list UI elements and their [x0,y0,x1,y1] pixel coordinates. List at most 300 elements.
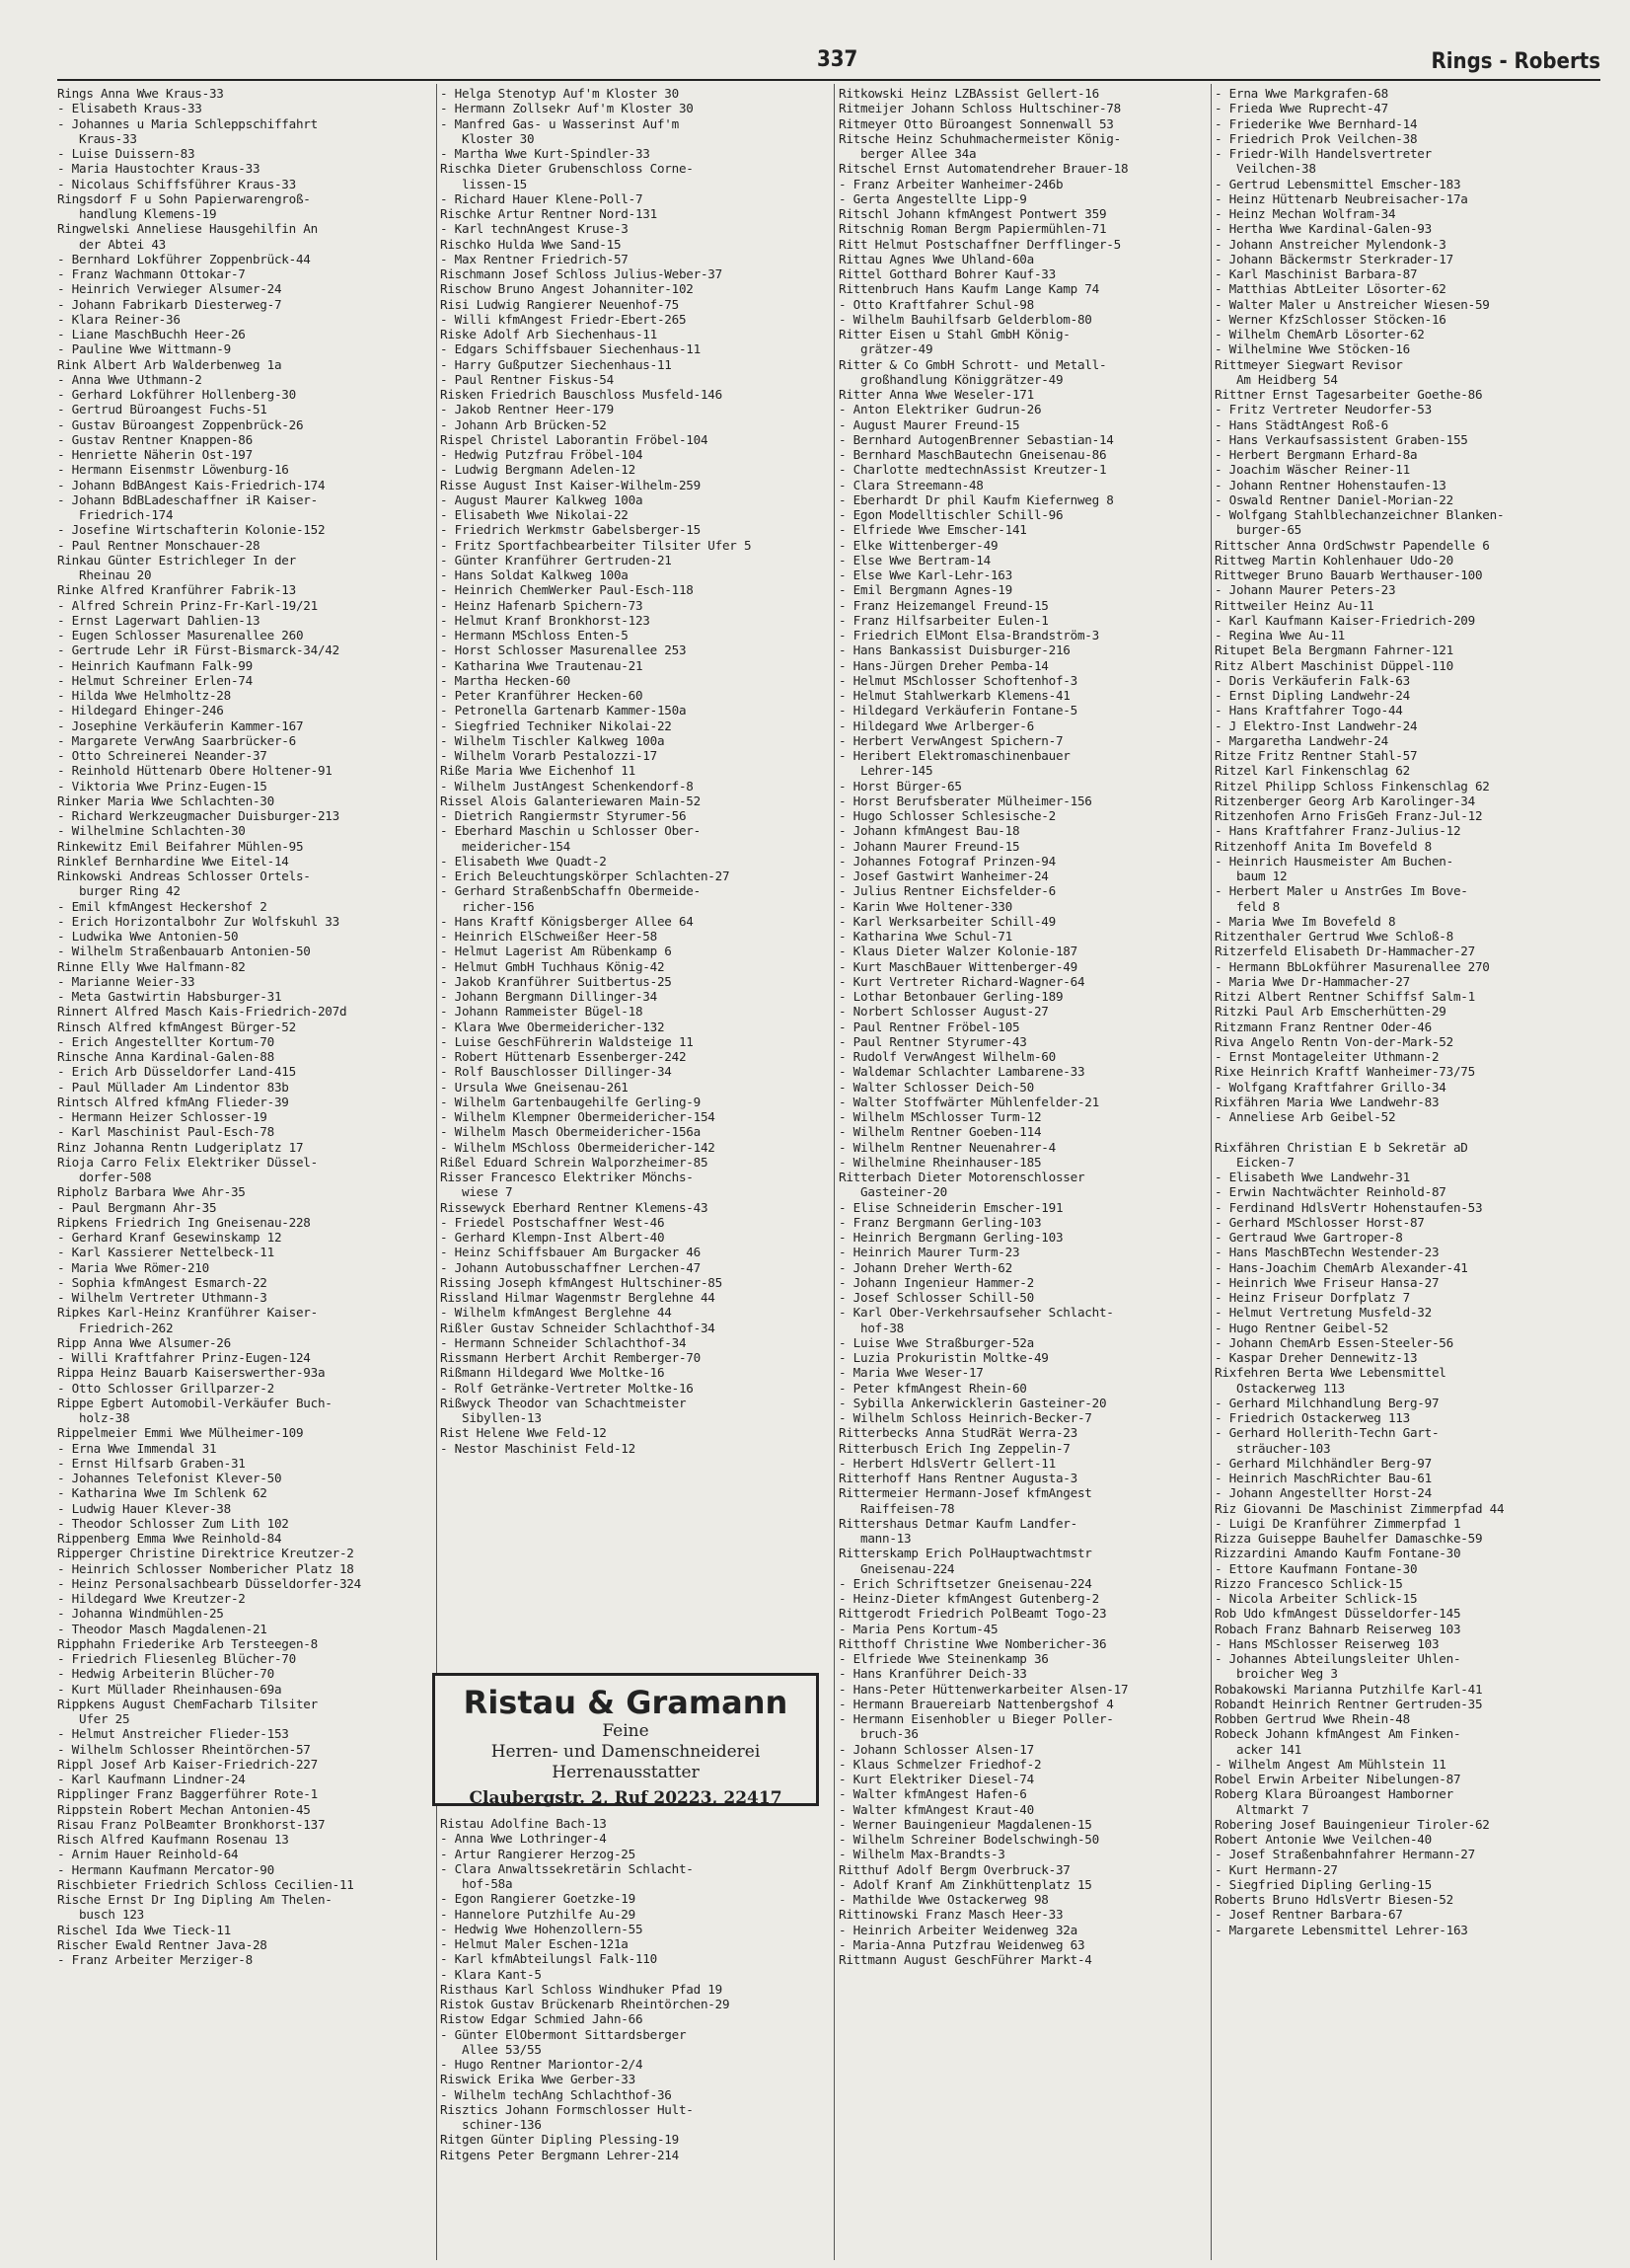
directory-entry: Ritt Helmut Postschaffner Derfflinger-5 [839,236,1121,252]
directory-entry: Rißwyck Theodor van Schachtmeister [440,1395,687,1410]
directory-entry: - Julius Rentner Eichsfelder-6 [839,883,1056,899]
directory-entry: - Artur Rangierer Herzog-25 [440,1846,635,1861]
directory-entry: - Karl kfmAbteilungsl Falk-110 [440,1951,657,1967]
directory-entry: Risser Francesco Elektriker Mönchs- [440,1170,694,1184]
directory-entry: bruch-36 [839,1726,919,1742]
directory-entry: Rixfähren Maria Wwe Landwehr-83 [1215,1094,1440,1109]
directory-entry: - Hedwig Putzfrau Fröbel-104 [440,447,643,462]
directory-entry: - Marianne Weier-33 [57,973,195,989]
directory-column-2-continued [440,1816,815,2260]
directory-entry: Kraus-33 [57,130,137,146]
directory-entry: - Gertrud Lebensmittel Emscher-183 [1215,176,1461,191]
directory-entry: - Egon Modelltischler Schill-96 [839,507,1064,522]
directory-entry: - Wilhelm MSchloss Obermeidericher-142 [440,1139,715,1155]
directory-entry: - Bernhard AutogenBrenner Sebastian-14 [839,431,1114,447]
directory-entry: - Martha Hecken-60 [440,672,570,688]
directory-entry: - Siegfried Dipling Gerling-15 [1215,1876,1432,1892]
directory-entry: - Elisabeth Wwe Quadt-2 [440,853,607,869]
directory-entry: - Gustav Rentner Knappen-86 [57,431,253,447]
directory-entry: - Hans Bankassist Duisburger-216 [839,643,1071,658]
directory-entry: - Kurt MaschBauer Wittenberger-49 [839,958,1077,974]
directory-entry: richer-156 [440,898,535,914]
directory-entry: - Doris Verkäuferin Falk-63 [1215,672,1410,688]
advertisement-box [432,1673,819,1806]
directory-entry: - Heinrich Hausmeister Am Buchen- [1215,853,1453,869]
directory-entry: Riva Angelo Rentn Von-der-Mark-52 [1215,1033,1453,1049]
directory-entry: - Jakob Rentner Heer-179 [440,402,614,417]
directory-entry: - Wilhelm techAng Schlachthof-36 [440,2086,672,2102]
directory-entry: - Frieda Wwe Ruprecht-47 [1215,101,1388,116]
directory-entry: - Elfriede Wwe Emscher-141 [839,522,1027,538]
directory-entry: - Horst Bürger-65 [839,778,962,794]
directory-entry: - Ludwig Hauer Klever-38 [57,1500,231,1516]
directory-entry: - Gerhard Milchhändler Berg-97 [1215,1455,1432,1471]
directory-entry: Rittau Agnes Wwe Uhland-60a [839,251,1034,266]
directory-entry: - Karl Kaufmann Lindner-24 [57,1772,246,1786]
directory-entry: - Klara Wwe Obermeidericher-132 [440,1019,665,1034]
directory-entry: Rippkens August ChemFacharb Tilsiter [57,1696,318,1711]
directory-entry: Ritgen Günter Dipling Plessing-19 [440,2132,679,2148]
directory-entry: - Margarete VerwAng Saarbrücker-6 [57,732,296,748]
directory-entry: - Wilhelm Masch Obermeidericher-156a [440,1124,701,1140]
directory-entry: - Arnim Hauer Reinhold-64 [57,1847,239,1862]
directory-entry: - Johann Bergmann Dillinger-34 [440,989,657,1004]
directory-entry: Ritupet Bela Bergmann Fahrner-121 [1215,643,1453,658]
directory-entry: - Hedwig Arbeiterin Blücher-70 [57,1666,274,1682]
directory-entry: - Wilhelm Schlosser Rheintörchen-57 [57,1741,311,1757]
directory-entry: Riz Giovanni De Maschinist Zimmerpfad 44 [1215,1500,1505,1516]
directory-entry: Rittweg Martin Kohlenhauer Udo-20 [1215,552,1453,567]
directory-entry: - Johann BdBLadeschaffner iR Kaiser- [57,491,318,507]
directory-entry: - Heinrich MaschRichter Bau-61 [1215,1471,1432,1485]
directory-entry: - Johann ChemArb Essen-Steeler-56 [1215,1334,1453,1350]
directory-entry: - August Maurer Kalkweg 100a [440,491,643,507]
directory-entry: Risch Alfred Kaufmann Rosenau 13 [57,1832,289,1847]
directory-entry: der Abtei 43 [57,236,166,252]
directory-entry: - Hermann Brauereiarb Nattenbergshof 4 [839,1696,1114,1711]
directory-entry: - Gerhard StraßenbSchaffn Obermeide- [440,883,701,899]
directory-entry: - Heinz Hafenarb Spichern-73 [440,597,643,613]
directory-entry: Risthaus Karl Schloss Windhuker Pfad 19 [440,1981,722,1997]
directory-entry: - Helmut Maler Eschen-121a [440,1936,629,1951]
directory-entry: - Erich Horizontalbohr Zur Wolfskuhl 33 [57,913,339,929]
directory-entry: - Clara Anwaltssekretärin Schlacht- [440,1860,694,1876]
directory-entry: Ritzki Paul Arb Emscherhütten-29 [1215,1004,1446,1020]
directory-entry: Risse August Inst Kaiser-Wilhelm-259 [440,477,701,492]
directory-entry: - Ursula Wwe Gneisenau-261 [440,1079,629,1095]
directory-entry: - Katharina Wwe Schul-71 [839,929,1012,944]
directory-entry: - Wilhelm Schreiner Bodelschwingh-50 [839,1832,1099,1847]
directory-entry: - Jakob Kranführer Suitbertus-25 [440,973,672,989]
directory-entry: - Wilhelmine Schlachten-30 [57,823,246,839]
directory-entry: - Heinrich ChemWerker Paul-Esch-118 [440,582,694,598]
directory-entry: Riswick Erika Wwe Gerber-33 [440,2072,635,2087]
directory-entry: - Klara Kant-5 [440,1966,542,1982]
directory-entry: Rippenberg Emma Wwe Reinhold-84 [57,1531,282,1546]
directory-entry: - Katharina Wwe Trautenau-21 [440,657,643,673]
directory-entry: - Lothar Betonbauer Gerling-189 [839,989,1064,1004]
directory-entry: Ritzmann Franz Rentner Oder-46 [1215,1019,1432,1034]
directory-entry: - August Maurer Freund-15 [839,416,1020,432]
directory-entry: - Hildegard Wwe Arlberger-6 [839,718,1034,733]
directory-entry: - Heinz Personalsachbearb Düsseldorfer-324 [57,1575,361,1591]
directory-entry: - Eberhardt Dr phil Kaufm Kiefernweg 8 [839,491,1114,507]
directory-entry: - Wilhelm Tischler Kalkweg 100a [440,732,665,748]
directory-entry: - Heinz Mechan Wolfram-34 [1215,206,1396,221]
directory-entry: - Ernst Lagerwart Dahlien-13 [57,612,260,628]
directory-entry: Ripp Anna Wwe Alsumer-26 [57,1334,231,1350]
directory-entry: - Hugo Rentner Geibel-52 [1215,1320,1388,1335]
directory-entry: Ringsdorf F u Sohn Papierwarengroß- [57,190,311,206]
directory-entry: - Else Wwe Karl-Lehr-163 [839,567,1012,582]
directory-entry: - Wilhelm Schloss Heinrich-Becker-7 [839,1410,1092,1425]
directory-entry: Rißmann Hildegard Wwe Moltke-16 [440,1365,665,1381]
directory-entry: - Gerhard Hollerith-Techn Gart- [1215,1425,1440,1441]
directory-entry: - Rudolf VerwAngest Wilhelm-60 [839,1049,1056,1064]
directory-entry: - Wilhelm kfmAngest Berglehne 44 [440,1305,672,1321]
directory-entry: - Horst Berufsberater Mülheimer-156 [839,793,1092,808]
directory-entry: - Johann Dreher Werth-62 [839,1259,1012,1275]
directory-entry: Roberg Klara Büroangest Hamborner [1215,1786,1453,1802]
directory-entry: - Johannes Telefonist Klever-50 [57,1471,282,1485]
directory-entry: Rittinowski Franz Masch Heer-33 [839,1907,1064,1923]
ad-line-1: Feine [602,1721,649,1741]
directory-entry: - Gertraud Wwe Gartroper-8 [1215,1230,1403,1245]
ad-company-name: Ristau & Gramann [463,1684,788,1721]
directory-entry: - Hans MaschBTechn Westender-23 [1215,1245,1440,1260]
directory-entry: - Hildegard Verkäuferin Fontane-5 [839,703,1077,718]
page-header [57,47,1600,77]
directory-entry: Ritterbecks Anna StudRät Werra-23 [839,1425,1077,1441]
directory-entry: - Wilhelm Straßenbauarb Antonien-50 [57,944,311,959]
directory-entry: - Erwin Nachtwächter Reinhold-87 [1215,1184,1446,1200]
directory-entry: - Johann Schlosser Alsen-17 [839,1741,1034,1757]
directory-entry: - Ludwig Bergmann Adelen-12 [440,462,635,478]
directory-entry: Ritz Albert Maschinist Düppel-110 [1215,657,1453,673]
directory-entry: - Gerhard Klempn-Inst Albert-40 [440,1230,665,1245]
directory-entry: Rings Anna Wwe Kraus-33 [57,86,224,101]
directory-entry: Ritzenhofen Arno FrisGeh Franz-Jul-12 [1215,808,1483,823]
directory-entry: - Franz Heizemangel Freund-15 [839,597,1049,613]
directory-entry: - Wilhelmine Wwe Stöcken-16 [1215,341,1410,357]
directory-entry: Ritzenberger Georg Arb Karolinger-34 [1215,793,1475,808]
directory-entry: Rittel Gotthard Bohrer Kauf-33 [839,266,1056,281]
directory-entry: Rinkowski Andreas Schlosser Ortels- [57,869,311,883]
directory-entry: Robel Erwin Arbeiter Nibelungen-87 [1215,1772,1461,1786]
directory-entry: - Wilhelm Vorarb Pestalozzi-17 [440,748,657,763]
directory-entry: - Hugo Schlosser Schlesische-2 [839,808,1056,823]
directory-entry: - Walter kfmAngest Kraut-40 [839,1801,1034,1817]
directory-entry: - Heinz Schiffsbauer Am Burgacker 46 [440,1245,701,1260]
directory-entry: - Josephine Verkäuferin Kammer-167 [57,718,304,733]
directory-entry: - Harry Gußputzer Siechenhaus-11 [440,356,672,372]
directory-entry: - Heribert Elektromaschinenbauer [839,748,1071,763]
directory-entry: Ripkes Karl-Heinz Kranführer Kaiser- [57,1305,318,1321]
directory-entry: - Viktoria Wwe Prinz-Eugen-15 [57,778,267,794]
directory-entry: Ringwelski Anneliese Hausgehilfin An [57,221,318,237]
directory-entry: - Kaspar Dreher Dennewitz-13 [1215,1350,1418,1365]
directory-entry: - Kurt Elektriker Diesel-74 [839,1772,1034,1786]
directory-entry: Ritzenhoff Anita Im Bovefeld 8 [1215,838,1432,854]
directory-entry: Ritze Fritz Rentner Stahl-57 [1215,748,1418,763]
directory-entry: Ritterbusch Erich Ing Zeppelin-7 [839,1440,1071,1456]
directory-entry: - Wilhelm MSchlosser Turm-12 [839,1109,1042,1124]
directory-entry: - Josef Schlosser Schill-50 [839,1290,1034,1305]
directory-entry: - Maria Wwe Weser-17 [839,1365,984,1381]
directory-entry: Ripkens Friedrich Ing Gneisenau-228 [57,1214,311,1230]
directory-entry: - Herbert HdlsVertr Gellert-11 [839,1455,1056,1471]
directory-entry: - Hans Kraftfahrer Franz-Julius-12 [1215,823,1461,839]
directory-entry: Rissel Alois Galanteriewaren Main-52 [440,793,701,808]
directory-entry: - Wilhelm Rentner Neuenahrer-4 [839,1139,1056,1155]
directory-entry: Rist Helene Wwe Feld-12 [440,1425,607,1441]
directory-entry: Rinkau Günter Estrichleger In der [57,552,296,567]
directory-entry: - Sybilla Ankerwicklerin Gasteiner-20 [839,1395,1107,1410]
directory-entry: - Rolf Getränke-Vertreter Moltke-16 [440,1380,694,1396]
directory-entry: - Paul Müllader Am Lindentor 83b [57,1079,289,1095]
running-head: Rings - Roberts [1431,49,1600,74]
directory-entry: - Eberhard Maschin u Schlosser Ober- [440,823,701,839]
directory-entry: Riße Maria Wwe Eichenhof 11 [440,763,635,779]
directory-entry: - Friedrich Fliesenleg Blücher-70 [57,1651,296,1666]
directory-entry: berger Allee 34a [839,146,977,161]
directory-entry: - Luise Wwe Straßburger-52a [839,1334,1034,1350]
directory-entry: - Wilhelm Rentner Goeben-114 [839,1124,1042,1140]
directory-entry: - Josef Straßenbahnfahrer Hermann-27 [1215,1847,1475,1862]
directory-entry: - Margarete Lebensmittel Lehrer-163 [1215,1922,1468,1937]
directory-entry: - Helmut MSchlosser Schoftenhof-3 [839,672,1077,688]
directory-entry: - Richard Hauer Klene-Poll-7 [440,190,643,206]
directory-entry: - Heinrich Verwieger Alsumer-24 [57,281,282,297]
directory-entry: - Paul Rentner Monschauer-28 [57,537,260,553]
directory-entry: - Johannes Abteilungsleiter Uhlen- [1215,1651,1461,1666]
directory-entry: - Franz Wachmann Ottokar-7 [57,266,246,281]
directory-entry: - Luise Duissern-83 [57,146,195,161]
directory-entry: - Hans Kraftf Königsberger Allee 64 [440,913,694,929]
directory-entry: - Charlotte medtechnAssist Kreutzer-1 [839,462,1107,478]
directory-entry: - Helmut Kranf Bronkhorst-123 [440,612,650,628]
directory-entry: Rinklef Bernhardine Wwe Eitel-14 [57,853,289,869]
directory-entry: - Johann BdBAngest Kais-Friedrich-174 [57,477,326,492]
directory-entry: Robach Franz Bahnarb Reiserweg 103 [1215,1621,1461,1636]
directory-entry: Rittermeier Hermann-Josef kfmAngest [839,1485,1092,1501]
directory-entry: Ritmeijer Johann Schloss Hultschiner-78 [839,101,1121,116]
directory-entry: - Luzia Prokuristin Moltke-49 [839,1350,1049,1365]
directory-column-4 [1215,86,1590,2257]
directory-entry: Rippe Egbert Automobil-Verkäufer Buch- [57,1395,333,1410]
directory-entry: - Erich Beleuchtungskörper Schlachten-27 [440,869,730,883]
directory-entry: Rittweiler Heinz Au-11 [1215,597,1374,613]
directory-entry: - Oswald Rentner Daniel-Morian-22 [1215,491,1453,507]
directory-entry: - Karin Wwe Holtener-330 [839,898,1012,914]
directory-entry: Rischko Hulda Wwe Sand-15 [440,236,622,252]
directory-entry: - Wilhelm JustAngest Schenkendorf-8 [440,778,694,794]
directory-entry: - Johann Maurer Freund-15 [839,838,1020,854]
directory-entry: - Walter Maler u Anstreicher Wiesen-59 [1215,296,1490,312]
directory-entry: - Wilhelm Gartenbaugehilfe Gerling-9 [440,1094,701,1109]
directory-entry: Rixfähren Christian E b Sekretär aD [1215,1139,1468,1155]
directory-entry: burger-65 [1215,522,1301,538]
directory-entry: - Nestor Maschinist Feld-12 [440,1440,635,1456]
directory-entry: - Elisabeth Kraus-33 [57,101,202,116]
directory-entry: - Elfriede Wwe Steinenkamp 36 [839,1651,1049,1666]
directory-entry: Ritzel Philipp Schloss Finkenschlag 62 [1215,778,1490,794]
directory-entry: - Friedrich ElMont Elsa-Brandström-3 [839,628,1099,643]
directory-entry: Raiffeisen-78 [839,1500,955,1516]
directory-entry: - Hans-Jürgen Dreher Pemba-14 [839,657,1049,673]
directory-entry: - Ludwika Wwe Antonien-50 [57,929,239,944]
directory-entry: - Fritz Sportfachbearbeiter Tilsiter Ufer 5 [440,537,752,553]
directory-entry: - Margaretha Landwehr-24 [1215,732,1388,748]
directory-entry: - Regina Wwe Au-11 [1215,628,1345,643]
directory-entry: Rischbieter Friedrich Schloss Cecilien-11 [57,1876,354,1892]
directory-entry: Rinke Alfred Kranführer Fabrik-13 [57,582,296,598]
directory-entry: Rissland Hilmar Wagenmstr Berglehne 44 [440,1290,715,1305]
directory-entry: - Herbert Maler u AnstrGes Im Bove- [1215,883,1468,899]
directory-entry: - Gerhard Lokführer Hollenberg-30 [57,387,296,402]
directory-entry: - Mathilde Wwe Ostackerweg 98 [839,1892,1049,1907]
directory-entry: - Hans Kranführer Deich-33 [839,1666,1027,1682]
directory-entry: Risau Franz PolBeamter Bronkhorst-137 [57,1816,326,1832]
directory-entry: Robakowski Marianna Putzhilfe Karl-41 [1215,1681,1483,1697]
directory-entry: - Johann Fabrikarb Diesterweg-7 [57,296,282,312]
directory-entry: - Bernhard MaschBautechn Gneisenau-86 [839,447,1107,462]
directory-entry: Rinnert Alfred Masch Kais-Friedrich-207d [57,1004,347,1020]
directory-entry: - Johann Anstreicher Mylendonk-3 [1215,236,1446,252]
directory-entry: Ritmeyer Otto Büroangest Sonnenwall 53 [839,115,1114,131]
directory-entry: Ufer 25 [57,1711,130,1726]
directory-entry: Rissmann Herbert Archit Remberger-70 [440,1350,701,1365]
directory-entry: Rittmann August GeschFührer Markt-4 [839,1952,1092,1967]
directory-entry: - Wilhelmine Rheinhauser-185 [839,1154,1042,1170]
directory-entry: - Walter kfmAngest Hafen-6 [839,1786,1027,1802]
directory-entry: - Norbert Schlosser August-27 [839,1004,1049,1020]
directory-entry: - Friedrich Prok Veilchen-38 [1215,130,1418,146]
directory-entry: Ritterbach Dieter Motorenschlosser [839,1170,1085,1184]
directory-entry: - Maria Wwe Römer-210 [57,1259,209,1275]
directory-entry: - Kurt Hermann-27 [1215,1861,1338,1877]
directory-entry: - Hermann BbLokführer Masurenallee 270 [1215,958,1490,974]
directory-entry: Robert Antonie Wwe Veilchen-40 [1215,1832,1432,1847]
directory-column-3 [839,86,1214,2257]
directory-entry: holz-38 [57,1410,130,1425]
directory-entry: - Hans StädtAngest Roß-6 [1215,416,1388,432]
directory-entry: - Siegfried Techniker Nikolai-22 [440,718,672,733]
directory-entry: - Klaus Schmelzer Friedhof-2 [839,1756,1042,1772]
directory-entry: Rinkewitz Emil Beifahrer Mühlen-95 [57,838,304,854]
directory-entry: - Wilhelm Angest Am Mühlstein 11 [1215,1756,1446,1772]
directory-entry: Rittgerodt Friedrich PolBeamt Togo-23 [839,1606,1107,1622]
directory-entry: grätzer-49 [839,341,933,357]
directory-entry: - Richard Werkzeugmacher Duisburger-213 [57,808,339,823]
directory-entry: hof-38 [839,1320,904,1335]
directory-entry: - Anneliese Arb Geibel-52 [1215,1109,1396,1124]
directory-entry: - Wolfgang Stahlblechanzeichner Blanken- [1215,507,1505,522]
directory-entry: - Erich Schriftsetzer Gneisenau-224 [839,1575,1092,1591]
directory-entry: - Egon Rangierer Goetzke-19 [440,1891,635,1907]
directory-entry: Ritterskamp Erich PolHauptwachtmstr [839,1546,1092,1561]
directory-entry: Ritgens Peter Bergmann Lehrer-214 [440,2147,679,2162]
directory-entry: - Wilhelm ChemArb Lösorter-62 [1215,327,1425,341]
directory-entry: - Otto Schlosser Grillparzer-2 [57,1380,274,1396]
directory-entry: Rispel Christel Laborantin Fröbel-104 [440,431,708,447]
directory-entry: Rissing Joseph kfmAngest Hultschiner-85 [440,1274,722,1290]
directory-entry: - Franz Arbeiter Merziger-8 [57,1952,253,1967]
directory-entry: - Theodor Masch Magdalenen-21 [57,1621,267,1636]
column-divider [436,84,437,2260]
directory-entry: Ritzenthaler Gertrud Wwe Schloß-8 [1215,929,1453,944]
directory-entry: - Gertrud Büroangest Fuchs-51 [57,402,267,417]
directory-entry: Risi Ludwig Rangierer Neuenhof-75 [440,296,679,312]
directory-entry: - Gertrude Lehr iR Fürst-Bismarck-34/42 [57,643,339,658]
directory-entry: Rittscher Anna OrdSchwstr Papendelle 6 [1215,537,1490,553]
directory-entry: schiner-136 [440,2117,542,2132]
directory-entry: - Hugo Rentner Mariontor-2/4 [440,2057,643,2072]
directory-entry: - Paul Bergmann Ahr-35 [57,1199,217,1215]
directory-entry: Rittmeyer Siegwart Revisor [1215,356,1403,372]
directory-entry: - Maria Pens Kortum-45 [839,1621,999,1636]
directory-entry: - Klaus Dieter Walzer Kolonie-187 [839,944,1077,959]
ad-line-2: Herren- und Damenschneiderei [490,1742,761,1762]
page-number: 337 [817,47,858,72]
directory-entry: - Johann Arb Brücken-52 [440,416,607,432]
directory-entry: Rischmann Josef Schloss Julius-Weber-37 [440,266,722,281]
directory-entry: - Paul Rentner Styrumer-43 [839,1033,1027,1049]
directory-entry: - Hermann Zollsekr Auf'm Kloster 30 [440,101,694,116]
directory-entry: Ristow Edgar Schmied Jahn-66 [440,2011,643,2027]
directory-entry: - Matthias AbtLeiter Lösorter-62 [1215,281,1446,297]
directory-entry: - Gustav Büroangest Zoppenbrück-26 [57,416,304,432]
directory-entry: Rißel Eduard Schrein Walporzheimer-85 [440,1154,708,1170]
directory-entry: Roberts Bruno HdlsVertr Biesen-52 [1215,1892,1453,1907]
directory-entry: Rippl Josef Arb Kaiser-Friedrich-227 [57,1756,318,1772]
directory-entry: - Hertha Wwe Kardinal-Galen-93 [1215,221,1432,237]
directory-entry: - Edgars Schiffsbauer Siechenhaus-11 [440,341,701,357]
directory-entry: acker 141 [1215,1741,1301,1757]
directory-entry: - Josefine Wirtschafterin Kolonie-152 [57,522,326,538]
directory-entry: - Herbert Bergmann Erhard-8a [1215,447,1418,462]
directory-entry: - Joachim Wäscher Reiner-11 [1215,462,1410,478]
directory-entry: - Günter Kranführer Gertruden-21 [440,552,672,567]
directory-entry: - Petronella Gartenarb Kammer-150a [440,703,687,718]
directory-entry: mann-13 [839,1531,912,1546]
directory-entry: Risken Friedrich Bauschloss Musfeld-146 [440,387,722,402]
directory-entry: - Maria-Anna Putzfrau Weidenweg 63 [839,1936,1085,1952]
directory-entry: Rink Albert Arb Walderbenweg 1a [57,356,282,372]
directory-entry: - Karl Kassierer Nettelbeck-11 [57,1245,274,1260]
directory-entry: - Eugen Schlosser Masurenallee 260 [57,628,304,643]
directory-entry: Rischel Ida Wwe Tieck-11 [57,1922,231,1937]
directory-entry: handlung Klemens-19 [57,206,217,221]
directory-entry: meidericher-154 [440,838,570,854]
directory-entry: - Martha Wwe Kurt-Spindler-33 [440,146,650,161]
directory-entry: - Werner KfzSchlosser Stöcken-16 [1215,311,1446,327]
directory-entry: Gneisenau-224 [839,1560,955,1576]
directory-entry: - Wolfgang Kraftfahrer Grillo-34 [1215,1079,1446,1095]
directory-entry: lissen-15 [440,176,527,191]
directory-entry: Friedrich-262 [57,1320,174,1335]
directory-entry: - Heinrich Kaufmann Falk-99 [57,657,253,673]
directory-entry: - Heinrich Bergmann Gerling-103 [839,1230,1064,1245]
directory-entry: - Nicolaus Schiffsführer Kraus-33 [57,176,296,191]
directory-entry: Rippstein Robert Mechan Antonien-45 [57,1801,311,1817]
directory-entry: - Heinz Friseur Dorfplatz 7 [1215,1290,1410,1305]
directory-entry: - Gerhard Milchhandlung Berg-97 [1215,1395,1440,1410]
directory-entry: Rittner Ernst Tagesarbeiter Goethe-86 [1215,387,1483,402]
directory-entry: - Ettore Kaufmann Fontane-30 [1215,1560,1418,1576]
directory-entry: Rinz Johanna Rentn Ludgeriplatz 17 [57,1139,304,1155]
directory-entry: Rinne Elly Wwe Halfmann-82 [57,958,246,974]
